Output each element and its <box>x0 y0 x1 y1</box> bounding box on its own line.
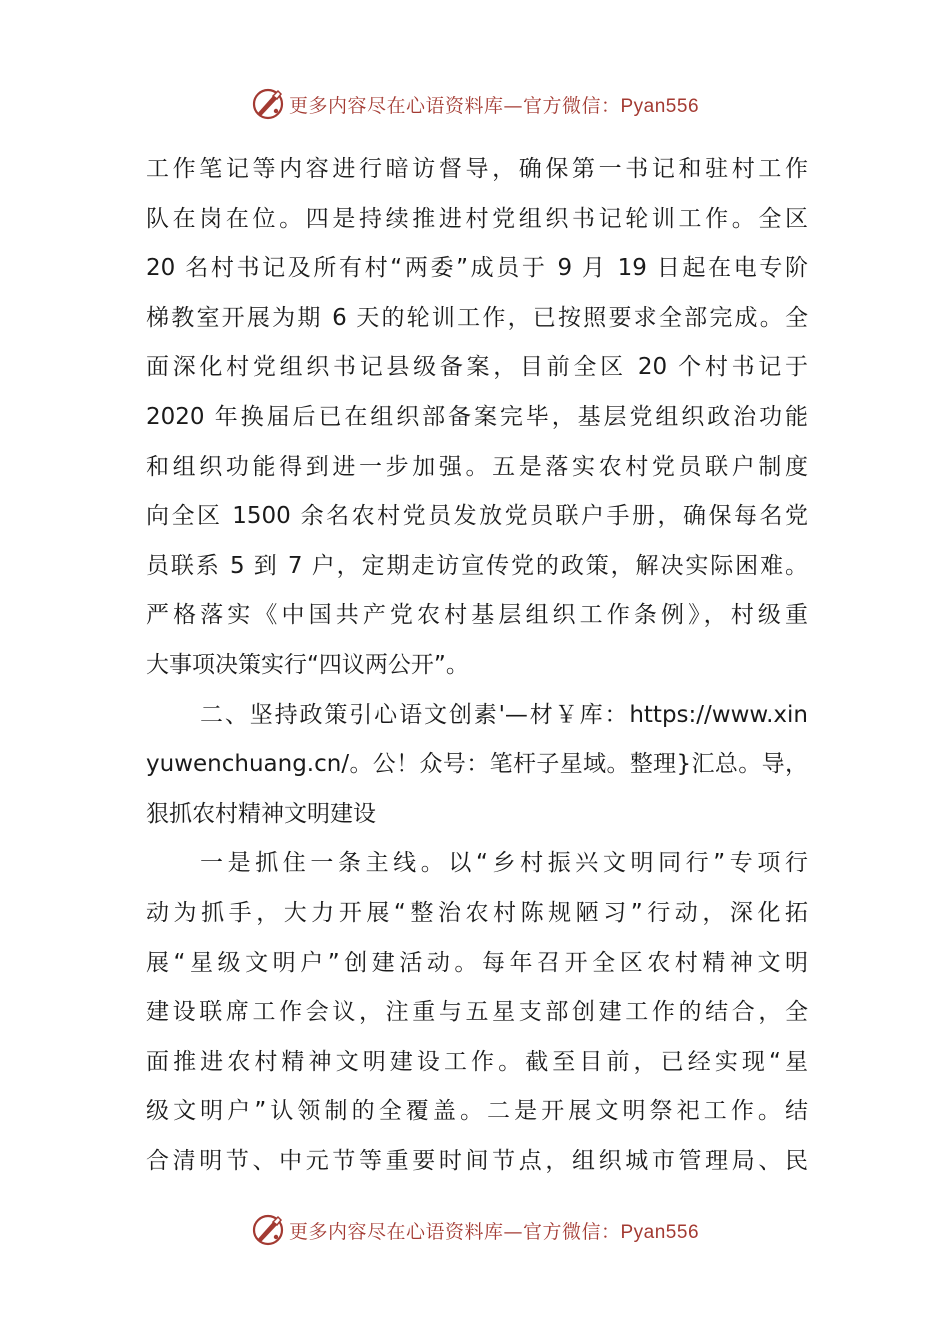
text-line: 大事项决策实行“四议两公开”。 <box>146 651 469 678</box>
footer-watermark <box>0 1208 950 1252</box>
text-line: 建设联席工作会议，注重与五星支部创建工作的结合，全 <box>146 999 808 1026</box>
section-heading-line: yuwenchuang.cn/。公！众号：笔杆子星域。整理}汇总。导， <box>146 751 808 778</box>
text-line: 2020 年换届后已在组织部备案完毕，基层党组织政治功能 <box>146 403 808 430</box>
text-line: 严格落实《中国共产党农村基层组织工作条例》，村级重 <box>146 602 808 629</box>
text-line: 工作笔记等内容进行暗访督导，确保第一书记和驻村工作 <box>146 156 808 182</box>
text-line: 20 名村书记及所有村“两委”成员于 9 月 19 日起在电专阶 <box>146 255 808 282</box>
text-line: 和组织功能得到进一步加强。五是落实农村党员联户制度 <box>146 453 808 480</box>
text-line: 面深化村党组织书记县级备案，目前全区 20 个村书记于 <box>146 354 808 381</box>
header-watermark <box>0 82 950 126</box>
text-line: 员联系 5 到 7 户，定期走访宣传党的政策，解决实际困难。 <box>146 552 808 579</box>
text-line: 一是抓住一条主线。以“乡村振兴文明同行”专项行 <box>200 850 808 877</box>
text-line: 级文明户”认领制的全覆盖。二是开展文明祭祀工作。结 <box>146 1098 808 1125</box>
watermark-text: 更多内容尽在心语资料库—官方微信：Pyan556 <box>288 1220 700 1243</box>
text-line: 展“星级文明户”创建活动。每年召开全区农村精神文明 <box>146 949 808 976</box>
text-line: 向全区 1500 余名农村党员发放党员联户手册，确保每名党 <box>146 503 808 530</box>
text-line: 动为抓手，大力开展“整治农村陈规陋习”行动，深化拓 <box>146 899 808 926</box>
text-line: 梯教室开展为期 6 天的轮训工作，已按照要求全部完成。全 <box>146 304 808 331</box>
pen-logo-icon <box>251 1213 285 1247</box>
text-line: 面推进农村精神文明建设工作。截至目前，已经实现“星 <box>146 1048 808 1075</box>
pen-logo-icon <box>251 87 285 121</box>
section-heading-line: 二、坚持政策引心语文创素'—材￥库：https://www.xin <box>200 701 808 728</box>
watermark-text: 更多内容尽在心语资料库—官方微信：Pyan556 <box>288 94 700 117</box>
section-heading-line: 狠抓农村精神文明建设 <box>146 800 376 827</box>
document-body <box>146 145 808 1186</box>
text-line: 队在岗在位。四是持续推进村党组织书记轮训工作。全区 <box>146 205 808 232</box>
watermark-id: Pyan556 <box>620 95 700 117</box>
text-line: 合清明节、中元节等重要时间节点，组织城市管理局、民 <box>146 1147 808 1174</box>
watermark-id: Pyan556 <box>620 1221 700 1243</box>
